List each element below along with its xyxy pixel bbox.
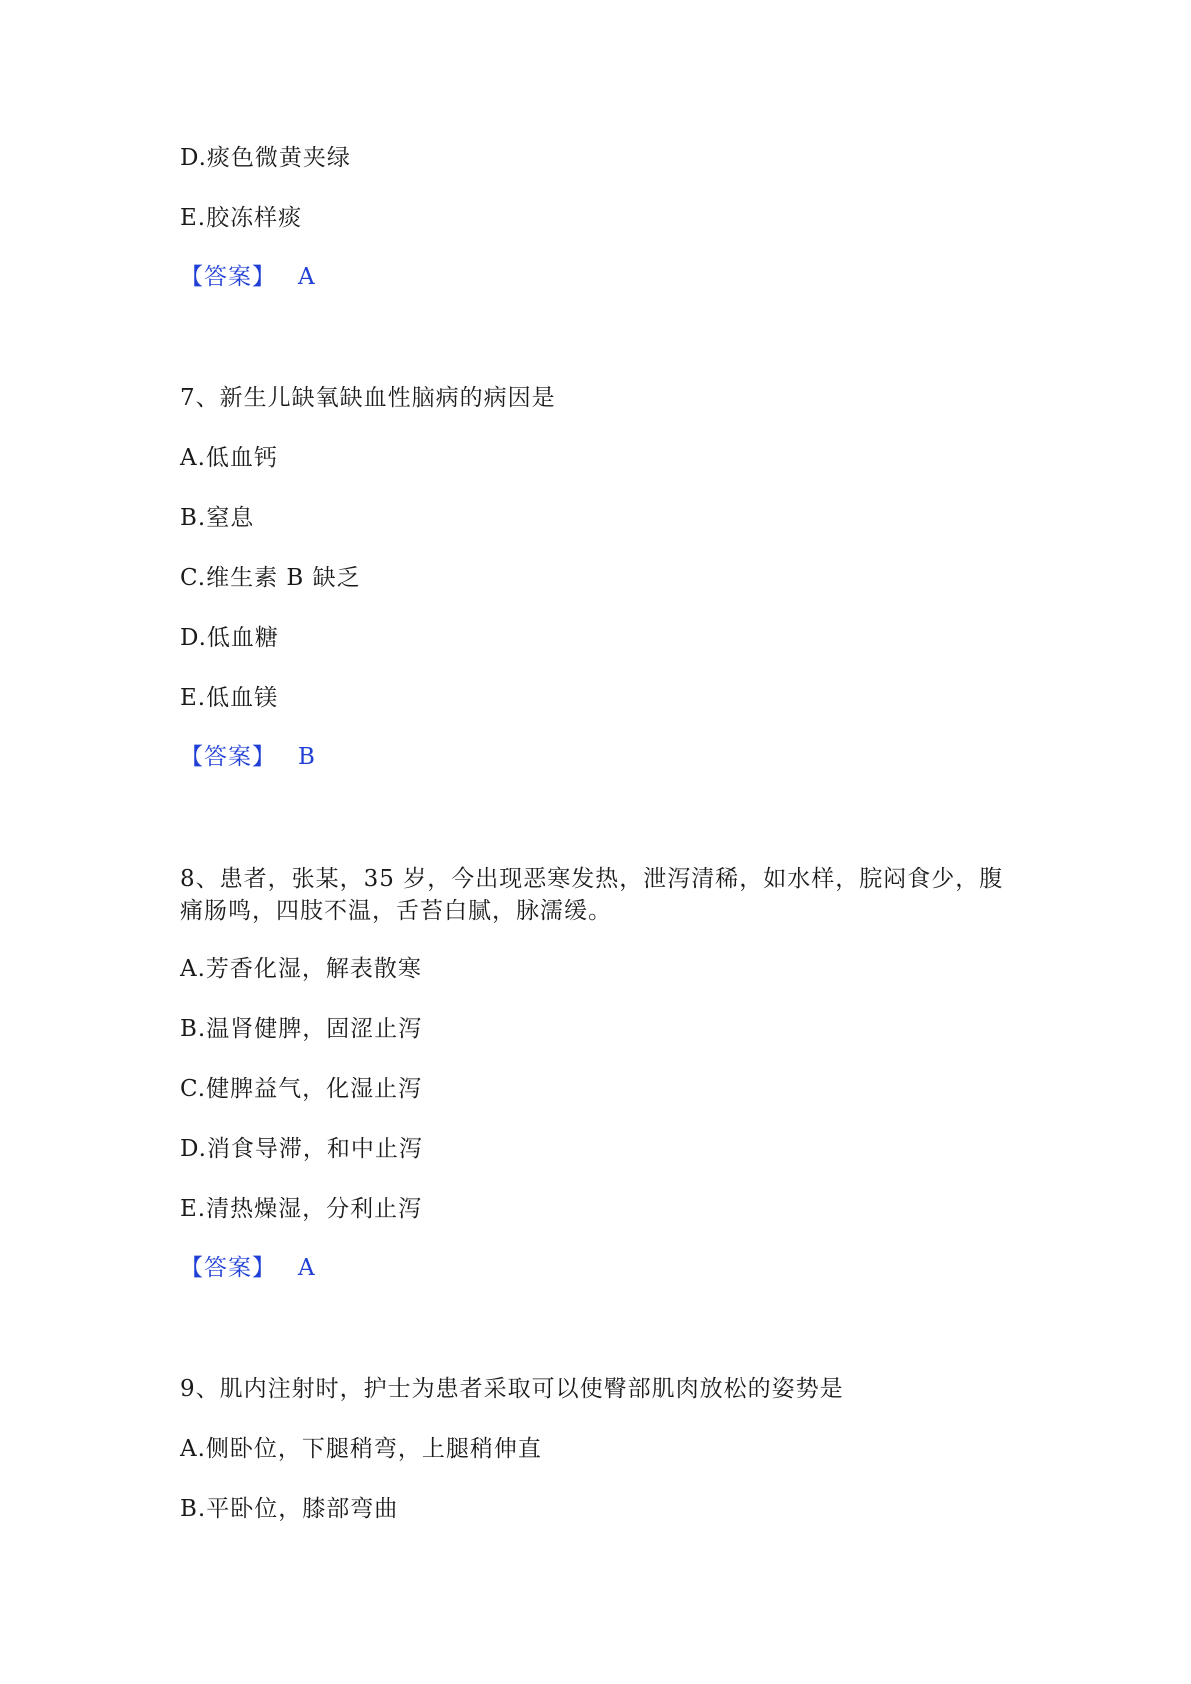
option-d: D.低血糖: [180, 625, 279, 651]
answer-label: 【答案】: [180, 264, 276, 290]
option-a: A.侧卧位，下腿稍弯，上腿稍伸直: [180, 1436, 542, 1462]
answer-label: 【答案】: [180, 1255, 276, 1281]
option-b: B.平卧位，膝部弯曲: [180, 1496, 399, 1522]
option-a: A.芳香化湿，解表散寒: [180, 956, 422, 982]
option-d: D.痰色微黄夹绿: [180, 145, 351, 171]
answer-value: A: [298, 264, 316, 290]
option-e: E.胶冻样痰: [180, 205, 303, 231]
answer-line: [180, 262, 316, 292]
option-b: B.温肾健脾，固涩止泻: [180, 1016, 423, 1042]
option-e: E.低血镁: [180, 685, 279, 711]
question-8-stem-line-1: 8、患者，张某，35 岁，今出现恶寒发热，泄泻清稀，如水样，脘闷食少，腹: [180, 866, 1004, 892]
option-b: B.窒息: [180, 505, 255, 531]
question-9-stem: 9、肌内注射时，护士为患者采取可以使臀部肌肉放松的姿势是: [180, 1376, 844, 1402]
answer-line: [180, 742, 316, 772]
answer-label: 【答案】: [180, 744, 276, 770]
question-8-stem-line-2: 痛肠鸣，四肢不温，舌苔白腻，脉濡缓。: [180, 898, 612, 924]
answer-line: [180, 1253, 316, 1283]
answer-value: B: [298, 744, 316, 770]
option-a: A.低血钙: [180, 445, 278, 471]
question-7-stem: 7、新生儿缺氧缺血性脑病的病因是: [180, 385, 556, 411]
answer-value: A: [298, 1255, 316, 1281]
option-c: C.维生素 B 缺乏: [180, 565, 361, 591]
option-d: D.消食导滞，和中止泻: [180, 1136, 423, 1162]
option-c: C.健脾益气，化湿止泻: [180, 1076, 423, 1102]
option-e: E.清热燥湿，分利止泻: [180, 1196, 423, 1222]
